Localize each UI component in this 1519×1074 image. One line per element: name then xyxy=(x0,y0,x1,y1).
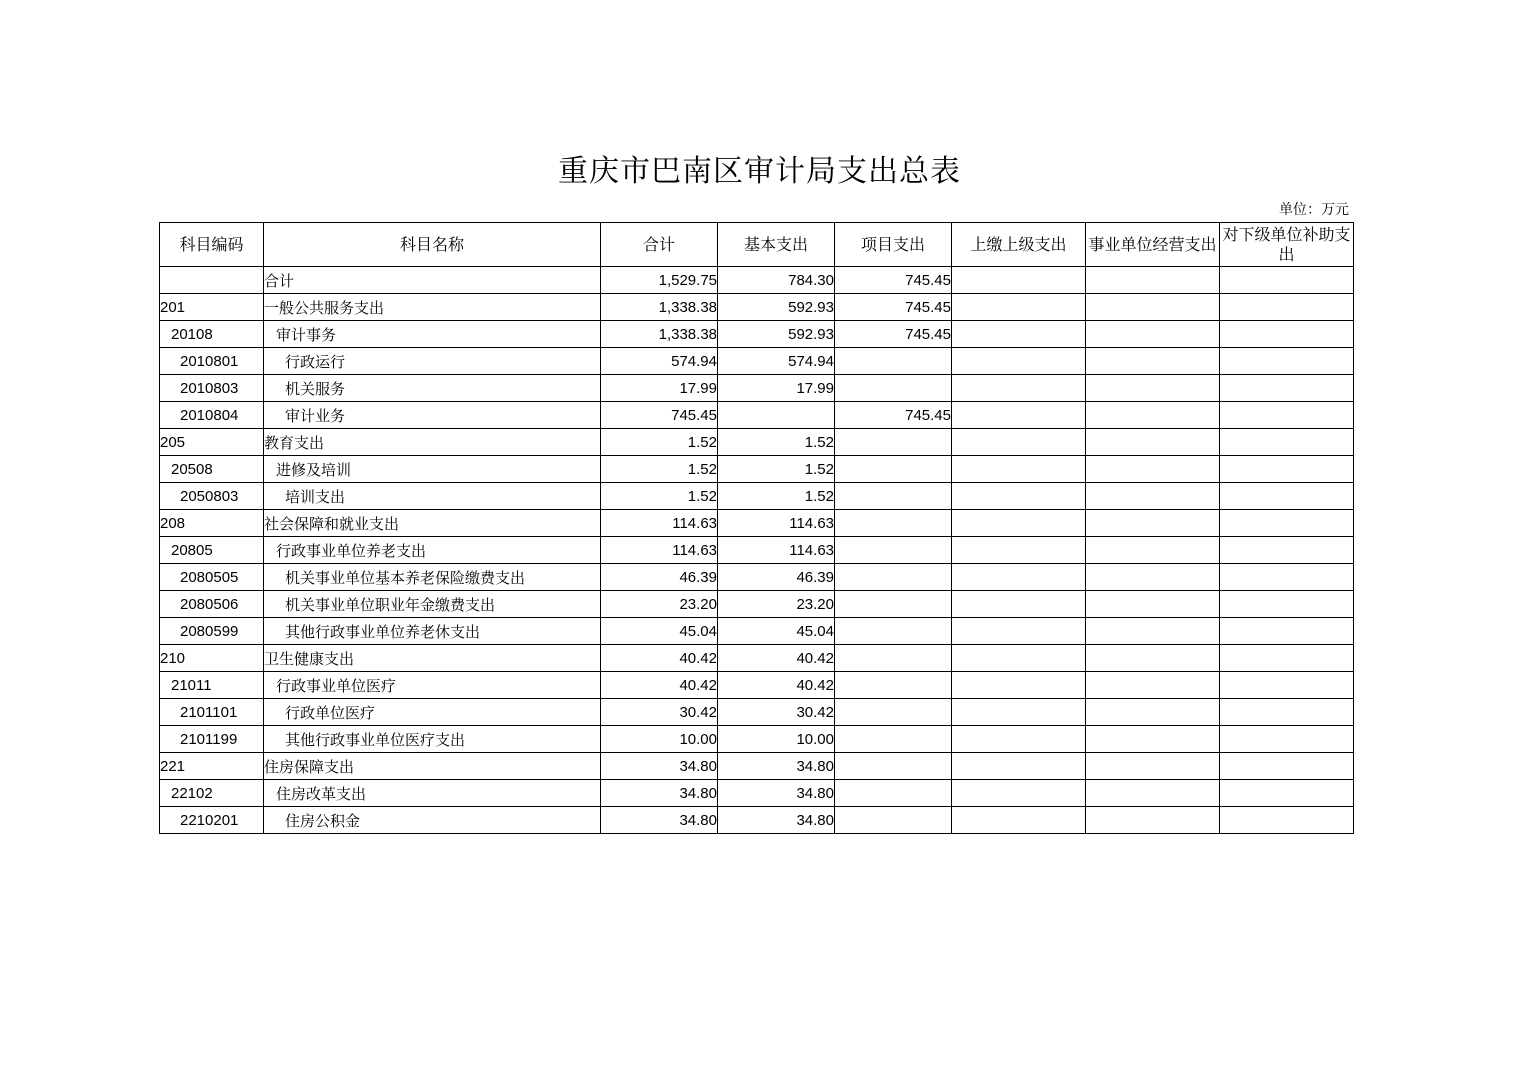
cell-business xyxy=(1086,726,1220,753)
cell-upper xyxy=(952,348,1086,375)
cell-business xyxy=(1086,294,1220,321)
cell-project xyxy=(835,726,952,753)
cell-business xyxy=(1086,267,1220,294)
cell-code: 2101101 xyxy=(160,699,264,726)
cell-business xyxy=(1086,672,1220,699)
cell-name: 教育支出 xyxy=(264,429,601,456)
cell-total: 114.63 xyxy=(601,510,718,537)
cell-code: 208 xyxy=(160,510,264,537)
table-row xyxy=(160,591,1354,618)
cell-business xyxy=(1086,780,1220,807)
cell-total: 1,529.75 xyxy=(601,267,718,294)
cell-business xyxy=(1086,645,1220,672)
cell-business xyxy=(1086,510,1220,537)
cell-name: 培训支出 xyxy=(264,483,601,510)
cell-basic xyxy=(718,402,835,429)
cell-code: 2101199 xyxy=(160,726,264,753)
cell-business xyxy=(1086,564,1220,591)
cell-code: 205 xyxy=(160,429,264,456)
cell-code: 210 xyxy=(160,645,264,672)
cell-total: 1,338.38 xyxy=(601,321,718,348)
header-name: 科目名称 xyxy=(264,223,601,267)
cell-project: 745.45 xyxy=(835,402,952,429)
cell-basic: 784.30 xyxy=(718,267,835,294)
table-body xyxy=(160,267,1354,834)
cell-project xyxy=(835,510,952,537)
cell-basic: 17.99 xyxy=(718,375,835,402)
cell-upper xyxy=(952,753,1086,780)
cell-code: 20805 xyxy=(160,537,264,564)
cell-upper xyxy=(952,510,1086,537)
cell-business xyxy=(1086,456,1220,483)
cell-subsidy xyxy=(1220,267,1354,294)
cell-subsidy xyxy=(1220,402,1354,429)
cell-project xyxy=(835,672,952,699)
cell-upper xyxy=(952,807,1086,834)
cell-code: 2080505 xyxy=(160,564,264,591)
cell-total: 1.52 xyxy=(601,456,718,483)
cell-subsidy xyxy=(1220,645,1354,672)
cell-subsidy xyxy=(1220,618,1354,645)
cell-subsidy xyxy=(1220,375,1354,402)
cell-total: 40.42 xyxy=(601,672,718,699)
cell-code: 20508 xyxy=(160,456,264,483)
cell-project xyxy=(835,348,952,375)
cell-upper xyxy=(952,645,1086,672)
cell-project xyxy=(835,645,952,672)
unit-label: 单位：万元 xyxy=(1279,202,1349,218)
table-row xyxy=(160,699,1354,726)
cell-business xyxy=(1086,807,1220,834)
header-subsidy: 对下级单位补助支出 xyxy=(1220,223,1354,267)
page-title: 重庆市巴南区审计局支出总表 xyxy=(558,154,961,189)
cell-name: 审计事务 xyxy=(264,321,601,348)
cell-total: 574.94 xyxy=(601,348,718,375)
cell-basic: 10.00 xyxy=(718,726,835,753)
cell-subsidy xyxy=(1220,483,1354,510)
cell-upper xyxy=(952,618,1086,645)
cell-name: 卫生健康支出 xyxy=(264,645,601,672)
cell-project xyxy=(835,807,952,834)
cell-total: 1.52 xyxy=(601,429,718,456)
header-basic: 基本支出 xyxy=(718,223,835,267)
table-row xyxy=(160,618,1354,645)
cell-code xyxy=(160,267,264,294)
cell-project xyxy=(835,591,952,618)
header-business: 事业单位经营支出 xyxy=(1086,223,1220,267)
cell-basic: 574.94 xyxy=(718,348,835,375)
cell-total: 114.63 xyxy=(601,537,718,564)
cell-basic: 1.52 xyxy=(718,456,835,483)
cell-upper xyxy=(952,726,1086,753)
cell-total: 17.99 xyxy=(601,375,718,402)
cell-business xyxy=(1086,618,1220,645)
cell-subsidy xyxy=(1220,699,1354,726)
table-row xyxy=(160,726,1354,753)
cell-basic: 114.63 xyxy=(718,510,835,537)
cell-name: 其他行政事业单位养老休支出 xyxy=(264,618,601,645)
cell-business xyxy=(1086,753,1220,780)
cell-basic: 1.52 xyxy=(718,483,835,510)
table-row xyxy=(160,510,1354,537)
cell-name: 行政单位医疗 xyxy=(264,699,601,726)
cell-business xyxy=(1086,429,1220,456)
cell-basic: 592.93 xyxy=(718,321,835,348)
cell-business xyxy=(1086,699,1220,726)
header-code: 科目编码 xyxy=(160,223,264,267)
table-row xyxy=(160,294,1354,321)
cell-subsidy xyxy=(1220,807,1354,834)
table-row xyxy=(160,348,1354,375)
cell-subsidy xyxy=(1220,456,1354,483)
cell-name: 住房改革支出 xyxy=(264,780,601,807)
cell-basic: 30.42 xyxy=(718,699,835,726)
cell-project xyxy=(835,483,952,510)
table-row xyxy=(160,753,1354,780)
cell-business xyxy=(1086,402,1220,429)
cell-code: 2010803 xyxy=(160,375,264,402)
cell-basic: 46.39 xyxy=(718,564,835,591)
cell-name: 机关事业单位基本养老保险缴费支出 xyxy=(264,564,601,591)
table-row xyxy=(160,267,1354,294)
cell-name: 行政运行 xyxy=(264,348,601,375)
cell-business xyxy=(1086,348,1220,375)
cell-code: 221 xyxy=(160,753,264,780)
cell-name: 机关事业单位职业年金缴费支出 xyxy=(264,591,601,618)
cell-total: 1,338.38 xyxy=(601,294,718,321)
cell-project: 745.45 xyxy=(835,321,952,348)
table-row xyxy=(160,564,1354,591)
cell-project xyxy=(835,456,952,483)
table-row xyxy=(160,429,1354,456)
cell-total: 34.80 xyxy=(601,807,718,834)
table-row xyxy=(160,456,1354,483)
cell-project xyxy=(835,375,952,402)
cell-upper xyxy=(952,699,1086,726)
table-row xyxy=(160,807,1354,834)
cell-name: 一般公共服务支出 xyxy=(264,294,601,321)
table-row xyxy=(160,780,1354,807)
cell-upper xyxy=(952,321,1086,348)
cell-code: 21011 xyxy=(160,672,264,699)
table-row xyxy=(160,321,1354,348)
cell-upper xyxy=(952,780,1086,807)
cell-code: 2080599 xyxy=(160,618,264,645)
cell-total: 34.80 xyxy=(601,780,718,807)
cell-code: 20108 xyxy=(160,321,264,348)
cell-upper xyxy=(952,375,1086,402)
cell-subsidy xyxy=(1220,564,1354,591)
header-row xyxy=(160,223,1354,267)
cell-basic: 40.42 xyxy=(718,645,835,672)
table-row xyxy=(160,483,1354,510)
cell-name: 住房公积金 xyxy=(264,807,601,834)
cell-upper xyxy=(952,537,1086,564)
cell-subsidy xyxy=(1220,780,1354,807)
cell-basic: 34.80 xyxy=(718,753,835,780)
cell-total: 10.00 xyxy=(601,726,718,753)
cell-name: 机关服务 xyxy=(264,375,601,402)
cell-total: 46.39 xyxy=(601,564,718,591)
cell-subsidy xyxy=(1220,672,1354,699)
cell-code: 2010804 xyxy=(160,402,264,429)
cell-business xyxy=(1086,375,1220,402)
cell-subsidy xyxy=(1220,294,1354,321)
cell-subsidy xyxy=(1220,726,1354,753)
cell-name: 行政事业单位医疗 xyxy=(264,672,601,699)
cell-name: 行政事业单位养老支出 xyxy=(264,537,601,564)
cell-basic: 40.42 xyxy=(718,672,835,699)
cell-upper xyxy=(952,591,1086,618)
cell-upper xyxy=(952,456,1086,483)
cell-project xyxy=(835,537,952,564)
table-row xyxy=(160,645,1354,672)
expenditure-table xyxy=(159,222,1354,834)
table-row xyxy=(160,537,1354,564)
cell-total: 23.20 xyxy=(601,591,718,618)
cell-basic: 114.63 xyxy=(718,537,835,564)
cell-project xyxy=(835,429,952,456)
header-upper: 上缴上级支出 xyxy=(952,223,1086,267)
cell-basic: 1.52 xyxy=(718,429,835,456)
cell-total: 1.52 xyxy=(601,483,718,510)
cell-total: 34.80 xyxy=(601,753,718,780)
cell-project xyxy=(835,564,952,591)
cell-total: 40.42 xyxy=(601,645,718,672)
cell-code: 22102 xyxy=(160,780,264,807)
cell-upper xyxy=(952,402,1086,429)
cell-subsidy xyxy=(1220,510,1354,537)
cell-upper xyxy=(952,483,1086,510)
cell-subsidy xyxy=(1220,537,1354,564)
cell-project: 745.45 xyxy=(835,267,952,294)
cell-code: 2210201 xyxy=(160,807,264,834)
cell-upper xyxy=(952,672,1086,699)
cell-basic: 34.80 xyxy=(718,780,835,807)
cell-upper xyxy=(952,267,1086,294)
cell-basic: 592.93 xyxy=(718,294,835,321)
cell-name: 社会保障和就业支出 xyxy=(264,510,601,537)
cell-business xyxy=(1086,321,1220,348)
cell-business xyxy=(1086,483,1220,510)
cell-name: 住房保障支出 xyxy=(264,753,601,780)
table-row xyxy=(160,402,1354,429)
cell-upper xyxy=(952,564,1086,591)
table-row xyxy=(160,375,1354,402)
table-row xyxy=(160,672,1354,699)
cell-total: 30.42 xyxy=(601,699,718,726)
cell-name: 进修及培训 xyxy=(264,456,601,483)
cell-upper xyxy=(952,429,1086,456)
cell-project xyxy=(835,618,952,645)
cell-name: 其他行政事业单位医疗支出 xyxy=(264,726,601,753)
cell-total: 745.45 xyxy=(601,402,718,429)
cell-project xyxy=(835,753,952,780)
cell-basic: 34.80 xyxy=(718,807,835,834)
cell-subsidy xyxy=(1220,348,1354,375)
cell-name: 合计 xyxy=(264,267,601,294)
cell-name: 审计业务 xyxy=(264,402,601,429)
cell-subsidy xyxy=(1220,321,1354,348)
cell-business xyxy=(1086,537,1220,564)
cell-project xyxy=(835,780,952,807)
header-project: 项目支出 xyxy=(835,223,952,267)
cell-basic: 45.04 xyxy=(718,618,835,645)
cell-basic: 23.20 xyxy=(718,591,835,618)
cell-subsidy xyxy=(1220,429,1354,456)
header-total: 合计 xyxy=(601,223,718,267)
cell-upper xyxy=(952,294,1086,321)
cell-project: 745.45 xyxy=(835,294,952,321)
cell-code: 2010801 xyxy=(160,348,264,375)
cell-business xyxy=(1086,591,1220,618)
cell-code: 201 xyxy=(160,294,264,321)
cell-total: 45.04 xyxy=(601,618,718,645)
cell-code: 2080506 xyxy=(160,591,264,618)
cell-subsidy xyxy=(1220,753,1354,780)
cell-code: 2050803 xyxy=(160,483,264,510)
cell-project xyxy=(835,699,952,726)
cell-subsidy xyxy=(1220,591,1354,618)
